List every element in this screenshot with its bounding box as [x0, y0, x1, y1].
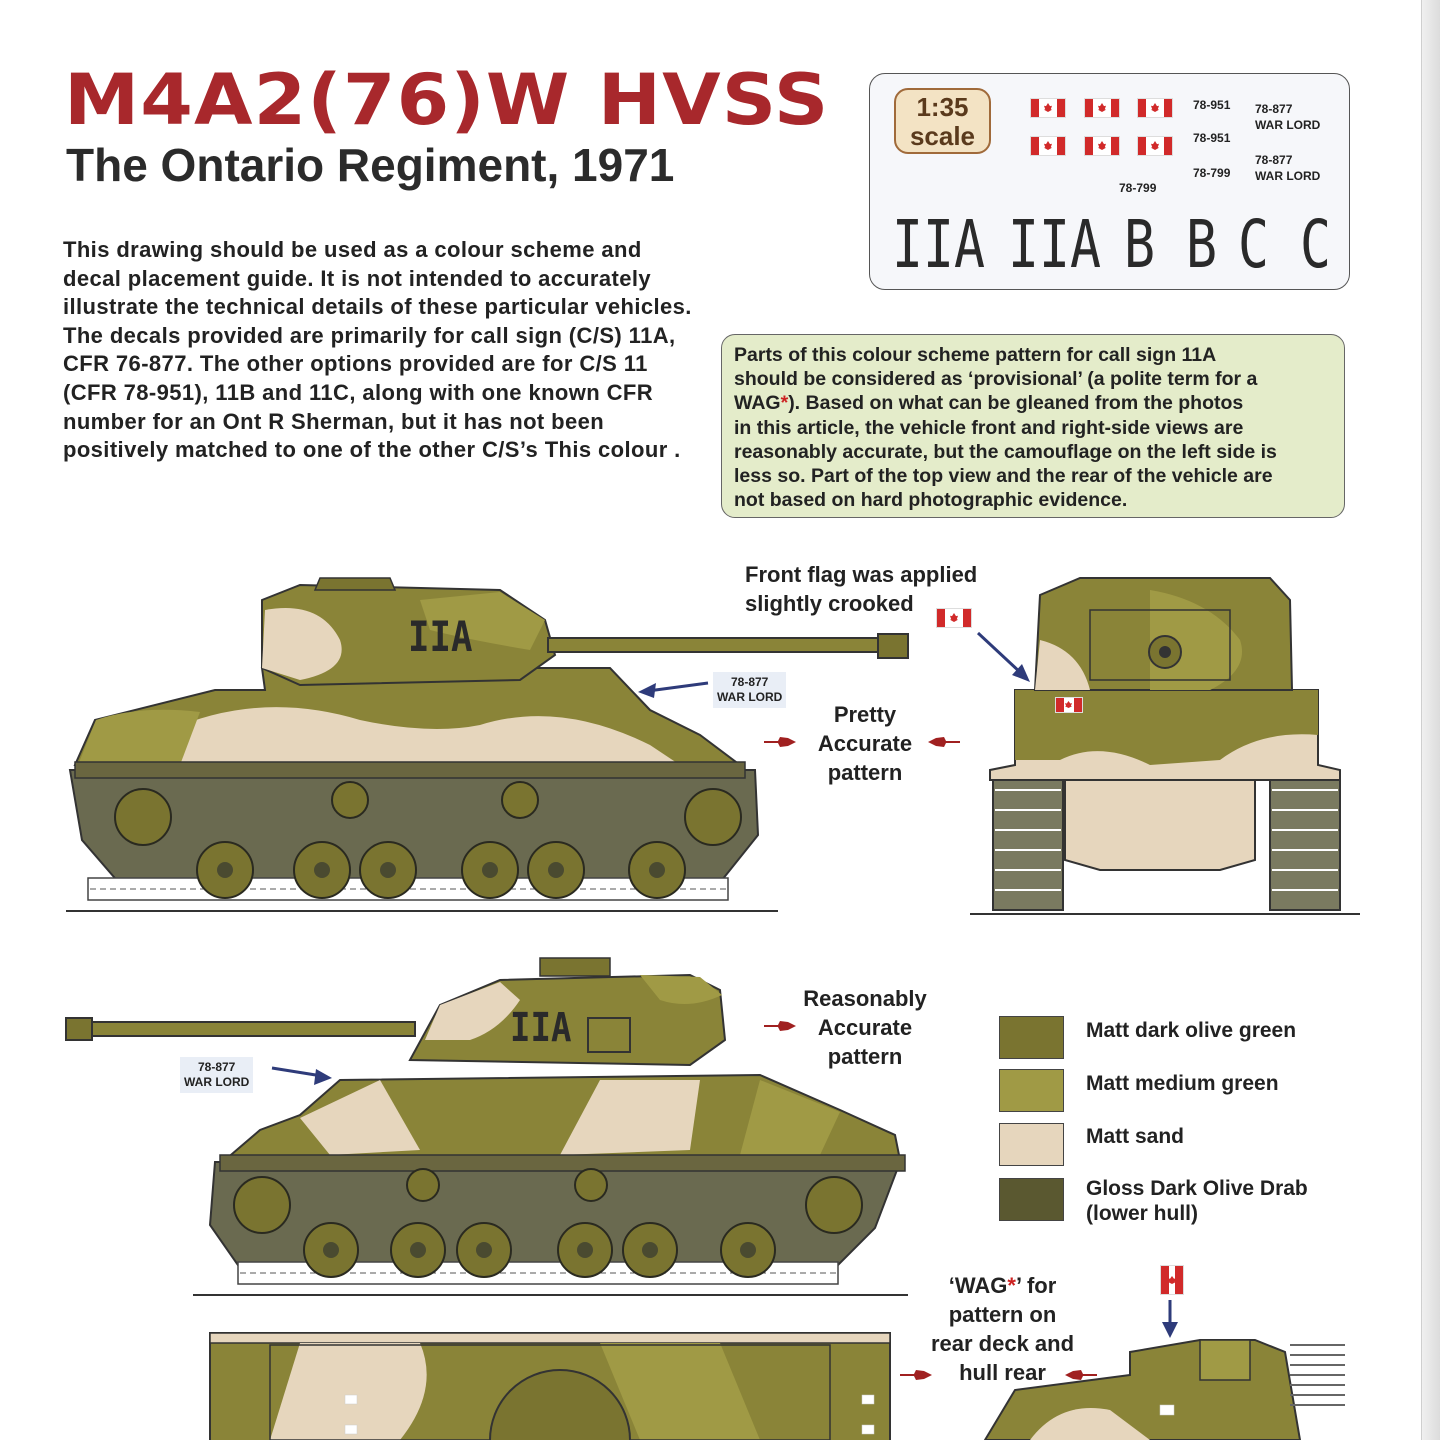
- label-line: Reasonably: [803, 986, 927, 1011]
- legend-label-sub: (lower hull): [1086, 1202, 1198, 1225]
- decal-number: 78-951: [1193, 98, 1231, 112]
- decal-number: 78-799: [1193, 166, 1231, 180]
- note-star: *: [780, 392, 789, 415]
- page-title: M4A2(76)W HVSS: [64, 59, 830, 141]
- label-line: Accurate: [817, 731, 913, 756]
- wag-word: ‘WAG: [948, 1273, 1008, 1298]
- legend-label: Matt medium green: [1086, 1072, 1279, 1095]
- decal-name: WAR LORD: [1255, 169, 1321, 183]
- callout-name: WAR LORD: [184, 1075, 250, 1089]
- scale-word: scale: [909, 121, 976, 151]
- callout-number: 78-877: [197, 1060, 236, 1074]
- decal-name: WAR LORD: [1255, 118, 1321, 132]
- legend-label: Matt sand: [1086, 1125, 1185, 1148]
- label-line: Front flag was applied: [745, 562, 978, 587]
- call-sign-decal: B B: [1124, 206, 1217, 283]
- decal-number: 78-951: [1193, 131, 1231, 145]
- turret-call-sign: IIA: [408, 612, 473, 661]
- decal-number: 78-799: [1119, 181, 1157, 195]
- note-line: Parts of this colour scheme pattern for call sign 11A: [734, 344, 1217, 366]
- page-subtitle: The Ontario Regiment, 1971: [66, 139, 675, 191]
- note-wag: WAG: [734, 392, 781, 415]
- label-line: slightly crooked: [745, 591, 914, 616]
- note-line: reasonably accurate, but the camouflage on the left side is: [734, 440, 1277, 463]
- note-line: in this article, the vehicle front and right-side views are: [734, 416, 1244, 439]
- call-sign-decal: C C: [1238, 206, 1331, 283]
- callout-number: 78-877: [730, 675, 769, 689]
- label-line: pattern: [827, 1044, 903, 1069]
- label-line: Accurate: [817, 1015, 913, 1040]
- note-line: should be considered as ‘provisional’ (a polite term for a: [734, 368, 1258, 391]
- label-line: Pretty: [833, 702, 897, 727]
- label-line: pattern: [827, 760, 903, 785]
- intro-paragraph: This drawing should be used as a colour scheme and decal placement guide. It is not intended to accurately illustrate the technical details of these particular vehicles. The decals provided are primarily for call sign (C/S) 11A, CFR 76-877. The other options provided are for C/S 11 (CFR 78-951), 11B and 11C, along with one known CFR number for an Ont R Sherman, but it has not been positively matched to one of the other C/S’s This colour .: [63, 237, 692, 463]
- decal-number: 78-877: [1255, 153, 1293, 167]
- label-line: pattern on: [948, 1302, 1057, 1327]
- label-line: hull rear: [959, 1360, 1046, 1385]
- decal-number: 78-877: [1255, 102, 1293, 116]
- callout-name: WAR LORD: [717, 690, 783, 704]
- wag-for: ’ for: [1015, 1273, 1057, 1298]
- note-line-rest: ). Based on what can be gleaned from the photos: [788, 392, 1244, 415]
- turret-call-sign: IIA: [510, 1005, 572, 1051]
- legend-label: Gloss Dark Olive Drab: [1086, 1177, 1308, 1200]
- note-line: not based on hard photographic evidence.: [734, 489, 1128, 512]
- wag-star: *: [1007, 1273, 1016, 1298]
- note-line: less so. Part of the top view and the rear of the vehicle are: [734, 465, 1273, 488]
- call-sign-decal: IIA: [1008, 206, 1101, 283]
- call-sign-decal: IIA: [892, 206, 985, 283]
- label-line: rear deck and: [930, 1331, 1075, 1356]
- scale-ratio: 1:35: [916, 92, 969, 122]
- legend-label: Matt dark olive green: [1086, 1019, 1297, 1042]
